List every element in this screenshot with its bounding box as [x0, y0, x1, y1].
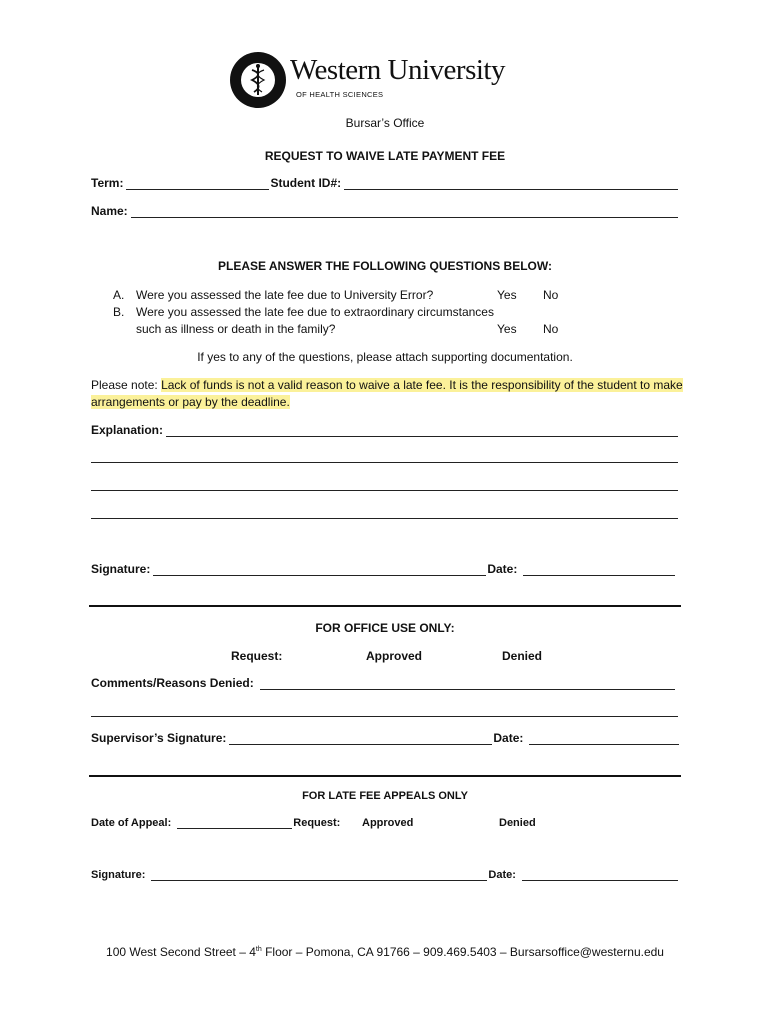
signature-row — [91, 562, 675, 576]
explanation-row — [91, 423, 678, 437]
office-denied-option[interactable]: Denied — [502, 649, 543, 663]
footer-part-1: 100 West Second Street – 4 — [106, 945, 256, 959]
supervisor-signature-label: Supervisor’s Signature: — [91, 731, 227, 745]
signature-field[interactable] — [153, 564, 486, 576]
late-fee-note-line-2-wrap — [91, 395, 290, 409]
term-student-row — [91, 176, 678, 190]
appeal-date-field-2[interactable] — [522, 869, 678, 881]
attach-note: If yes to any of the questions, please attach supporting documentation. — [197, 350, 573, 364]
comments-label: Comments/Reasons Denied: — [91, 676, 254, 690]
question-a-marker: A. — [113, 288, 125, 302]
supervisor-date-field[interactable] — [529, 733, 679, 745]
student-id-label: Student ID#: — [270, 176, 342, 190]
name-field[interactable] — [131, 206, 678, 218]
footer-sup: th — [255, 946, 262, 953]
explanation-line-3[interactable] — [91, 490, 678, 491]
explanation-field[interactable] — [166, 425, 678, 437]
comments-field[interactable] — [260, 678, 675, 690]
note-highlight-line-2: arrangements or pay by the deadline. — [91, 395, 290, 409]
signature-label: Signature: — [91, 562, 151, 576]
explanation-label: Explanation: — [91, 423, 164, 437]
name-label: Name: — [91, 204, 128, 218]
university-logo — [228, 50, 538, 110]
section-divider-2 — [89, 775, 681, 777]
appeal-date-field[interactable] — [177, 817, 292, 829]
question-b-text-2: such as illness or death in the family? — [136, 322, 336, 336]
question-a-text: Were you assessed the late fee due to University Error? — [136, 288, 434, 302]
question-a-yes[interactable]: Yes — [497, 288, 517, 302]
footer-part-2: Floor – Pomona, CA 91766 – 909.469.5403 – Bursarsoffice@westernu.edu — [261, 945, 664, 959]
student-id-field[interactable] — [344, 178, 678, 190]
date-label: Date: — [487, 562, 518, 576]
question-b-text-1: Were you assessed the late fee due to extraordinary circumstances — [136, 305, 494, 319]
supervisor-row — [91, 731, 679, 745]
late-fee-note — [91, 378, 683, 392]
university-name: Western University — [290, 54, 505, 86]
appeals-heading: FOR LATE FEE APPEALS ONLY — [302, 790, 468, 802]
appeal-approved-option[interactable]: Approved — [362, 817, 414, 829]
explanation-line-2[interactable] — [91, 462, 678, 463]
term-field[interactable] — [126, 178, 269, 190]
appeal-date-row — [91, 817, 340, 829]
appeal-signature-field[interactable] — [151, 869, 487, 881]
office-name: Bursar’s Office — [345, 116, 425, 130]
footer-address — [0, 945, 770, 959]
question-b-yes[interactable]: Yes — [497, 322, 517, 336]
question-b-no[interactable]: No — [543, 322, 559, 336]
comments-line-2[interactable] — [91, 716, 678, 717]
office-request-label: Request: — [231, 649, 283, 663]
supervisor-signature-field[interactable] — [229, 733, 492, 745]
explanation-line-4[interactable] — [91, 518, 678, 519]
university-subtitle: OF HEALTH SCIENCES — [296, 90, 384, 99]
form-title: REQUEST TO WAIVE LATE PAYMENT FEE — [264, 149, 506, 163]
university-seal-icon — [228, 50, 288, 110]
comments-row — [91, 676, 675, 690]
appeal-date-label-2: Date: — [488, 869, 516, 881]
office-use-heading: FOR OFFICE USE ONLY: — [315, 621, 455, 635]
supervisor-date-label: Date: — [493, 731, 524, 745]
term-label: Term: — [91, 176, 124, 190]
appeal-signature-row — [91, 869, 678, 881]
appeal-request-label: Request: — [293, 817, 341, 829]
note-highlight-line-1: Lack of funds is not a valid reason to waive a late fee. It is the responsibility of the student to make — [161, 378, 683, 392]
appeal-denied-option[interactable]: Denied — [499, 817, 536, 829]
question-a-no[interactable]: No — [543, 288, 559, 302]
office-approved-option[interactable]: Approved — [366, 649, 423, 663]
note-prefix: Please note: — [91, 378, 158, 392]
date-field[interactable] — [523, 564, 675, 576]
appeal-date-label: Date of Appeal: — [91, 817, 172, 829]
name-row — [91, 204, 678, 218]
section-divider-1 — [89, 605, 681, 607]
questions-heading: PLEASE ANSWER THE FOLLOWING QUESTIONS BELOW: — [217, 259, 552, 273]
appeal-signature-label: Signature: — [91, 869, 146, 881]
question-b-marker: B. — [113, 305, 125, 319]
